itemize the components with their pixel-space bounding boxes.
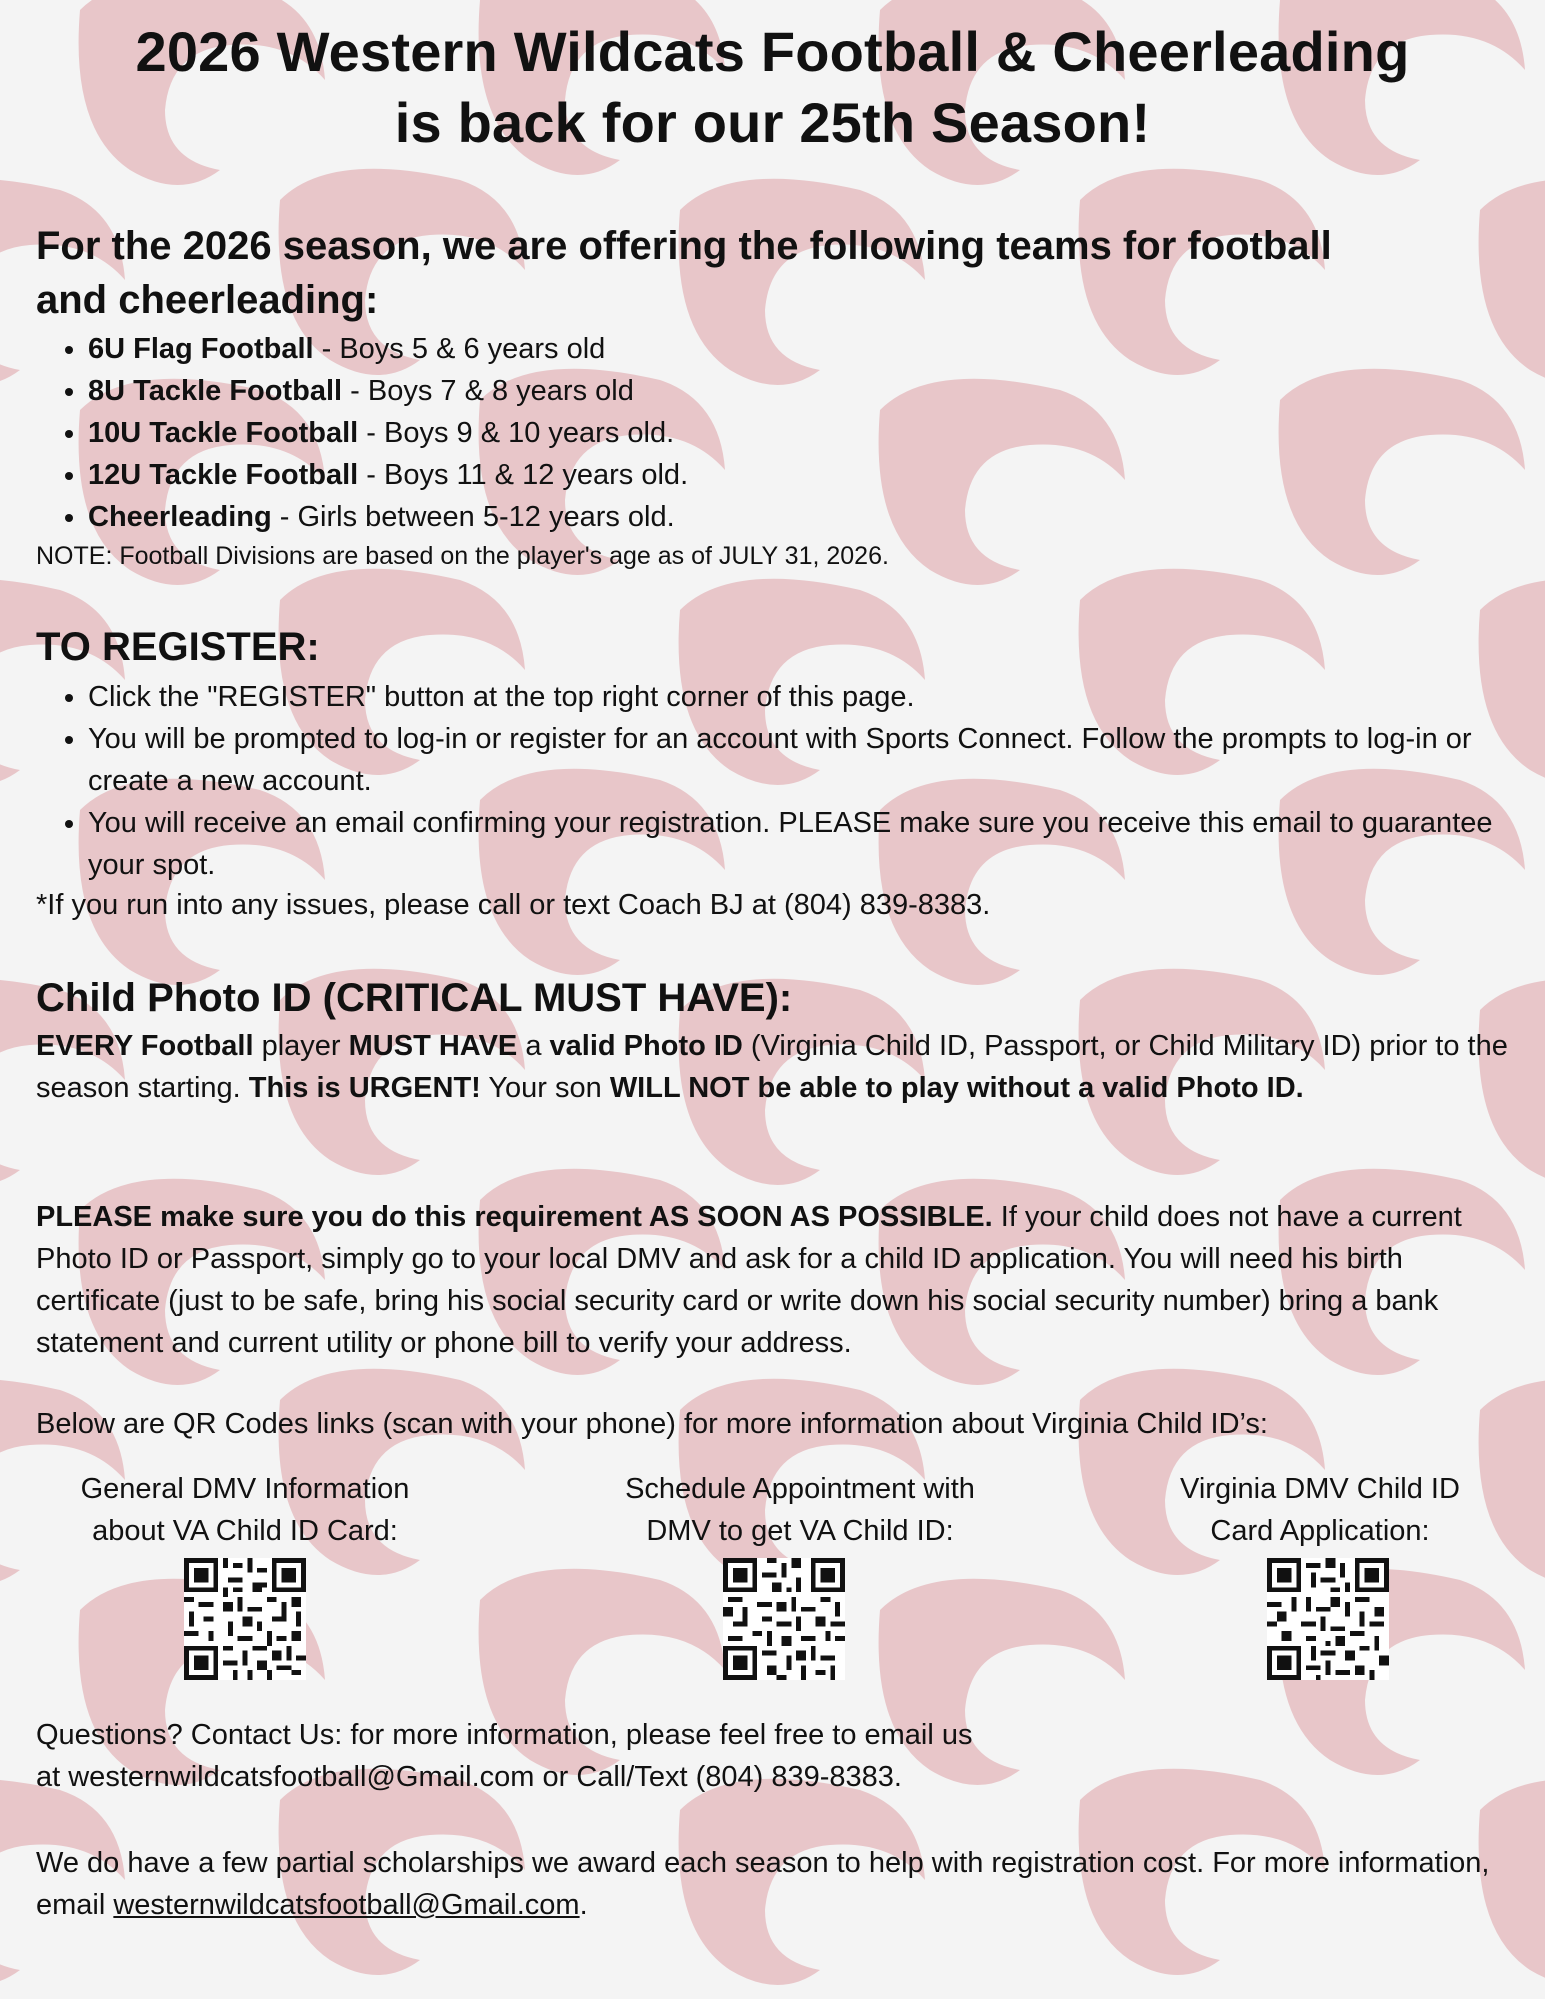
team-name: 10U Tackle Football: [88, 417, 359, 449]
team-desc: - Girls between 5-12 years old.: [271, 501, 675, 533]
age-note: NOTE: Football Divisions are based on the player's age as of JULY 31, 2026.: [36, 542, 889, 570]
qr-code-icon[interactable]: [184, 1558, 306, 1680]
list-item: • Click the "REGISTER" button at the top right corner of this page.: [88, 676, 1518, 718]
contact-line-2: at westernwildcatsfootball@Gmail.com or Call/Text (804) 839-8383.: [36, 1761, 902, 1793]
qr-code-schedule-appointment[interactable]: [575, 1468, 1025, 1680]
team-name: 8U Tackle Football: [88, 375, 343, 407]
list-item: [88, 328, 1545, 370]
qr-caption-line-1: Virginia DMV Child ID: [1180, 1473, 1460, 1505]
title-line-1: 2026 Western Wildcats Football & Cheerleading: [135, 20, 1410, 83]
qr-caption-line-2: about VA Child ID Card:: [92, 1515, 398, 1547]
emphasis: This is URGENT!: [248, 1072, 481, 1104]
qr-code-icon[interactable]: [1267, 1558, 1389, 1680]
qr-caption-line-1: Schedule Appointment with: [625, 1473, 975, 1505]
team-desc: - Boys 11 & 12 years old.: [358, 459, 689, 491]
list-item: [88, 454, 1545, 496]
qr-code-general-dmv[interactable]: [40, 1468, 450, 1680]
emphasis: PLEASE make sure you do this requirement AS SOON AS POSSIBLE.: [36, 1201, 993, 1233]
photo-id-heading: Child Photo ID (CRITICAL MUST HAVE):: [36, 976, 793, 1020]
qr-code-child-id-application[interactable]: [1130, 1468, 1510, 1680]
team-name: 12U Tackle Football: [88, 459, 359, 491]
list-item: [88, 496, 1545, 538]
list-item: • You will receive an email confirming your registration. PLEASE make sure you receive this email to guarantee your spot.: [88, 802, 1518, 886]
title-line-2: is back for our 25th Season!: [394, 91, 1151, 154]
qr-intro: Below are QR Codes links (scan with your phone) for more information about Virginia Child ID’s:: [36, 1408, 1268, 1440]
register-heading: TO REGISTER:: [36, 625, 320, 669]
qr-code-icon[interactable]: [723, 1558, 845, 1680]
photo-id-paragraph-2: [36, 1196, 1511, 1364]
text: player: [253, 1030, 349, 1062]
contact-info: [36, 1714, 1511, 1798]
email-link[interactable]: westernwildcatsfootball@Gmail.com: [113, 1889, 580, 1921]
teams-list: [36, 328, 1545, 538]
emphasis: valid Photo ID: [549, 1030, 743, 1062]
teams-heading-line-1: For the 2026 season, we are offering the following teams for football: [36, 224, 1332, 268]
contact-line-1: Questions? Contact Us: for more information, please feel free to email us: [36, 1719, 973, 1751]
photo-id-paragraph-1: [36, 1025, 1511, 1109]
register-steps-list: [36, 676, 1518, 886]
team-desc: - Boys 9 & 10 years old.: [358, 417, 675, 449]
text: (Virginia Child ID, Passport, or Child Military ID) prior to the season starting.: [36, 1030, 1508, 1104]
teams-heading: [36, 218, 1516, 328]
qr-caption-line-2: Card Application:: [1210, 1515, 1430, 1547]
team-name: Cheerleading: [88, 501, 272, 533]
team-desc: - Boys 5 & 6 years old: [313, 333, 606, 365]
page-title: [40, 16, 1505, 158]
team-name: 6U Flag Football: [88, 333, 314, 365]
scholarship-end: .: [579, 1889, 588, 1921]
text: If your child does not have a current Photo ID or Passport, simply go to your local DMV and ask for a child ID application. You will need his birth certificate (just to be safe, bring his social security card or write down his social security number) bring a bank statement and current utility or phone bill to verify your address.: [36, 1201, 1462, 1359]
emphasis: MUST HAVE: [348, 1030, 518, 1062]
qr-caption-line-2: DMV to get VA Child ID:: [646, 1515, 954, 1547]
emphasis: EVERY Football: [36, 1030, 254, 1062]
scholarship-text: We do have a few partial scholarships we award each season to help with registration cost. For more information, email: [36, 1847, 1490, 1921]
list-item: [88, 370, 1545, 412]
list-item: • You will be prompted to log-in or register for an account with Sports Connect. Follow the prompts to log-in or create a new account.: [88, 718, 1518, 802]
text: a: [517, 1030, 550, 1062]
scholarship-info: [36, 1842, 1511, 1926]
teams-heading-line-2: and cheerleading:: [36, 278, 379, 322]
qr-caption-line-1: General DMV Information: [80, 1473, 410, 1505]
register-footnote: *If you run into any issues, please call or text Coach BJ at (804) 839-8383.: [36, 889, 991, 921]
text: Your son: [480, 1072, 610, 1104]
emphasis: WILL NOT be able to play without a valid Photo ID.: [609, 1072, 1304, 1104]
team-desc: - Boys 7 & 8 years old: [342, 375, 634, 407]
list-item: [88, 412, 1545, 454]
